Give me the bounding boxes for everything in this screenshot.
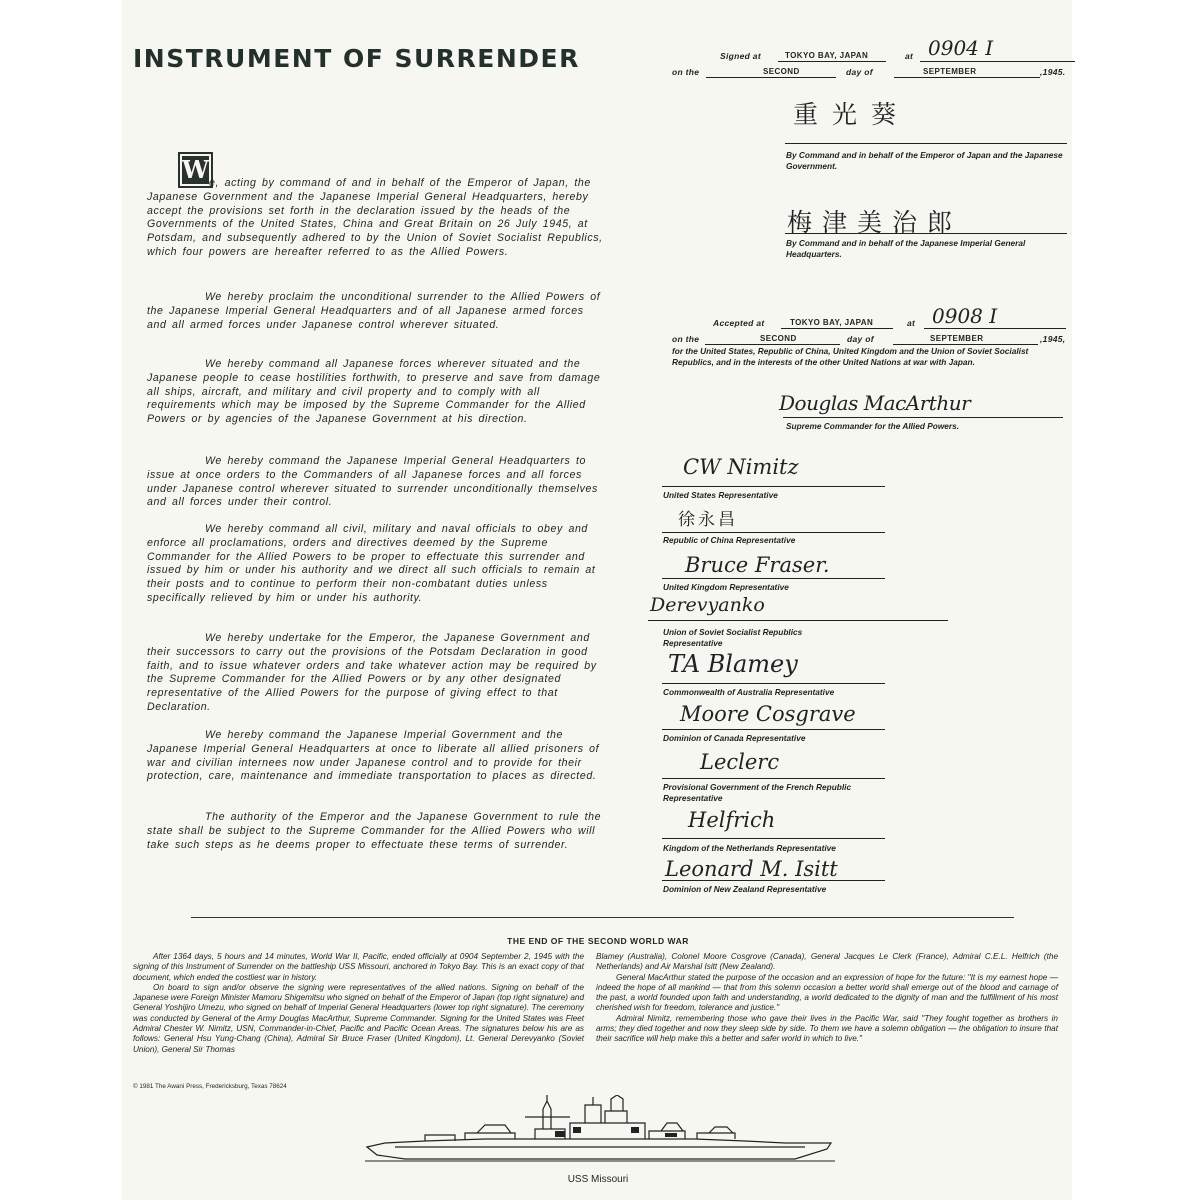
macarthur-signature: Douglas MacArthur bbox=[779, 391, 971, 415]
derevyanko-signature: Derevyanko bbox=[650, 594, 765, 616]
umezu-caption: By Command and in behalf of the Japanese Imperial General Headquarters. bbox=[786, 238, 1026, 259]
shigemitsu-caption: By Command and in behalf of the Emperor of Japan and the Japanese Government. bbox=[786, 150, 1063, 171]
signed-day: SECOND bbox=[763, 67, 800, 76]
accepted-on-the-label: on the bbox=[672, 334, 700, 344]
document-title: INSTRUMENT OF SURRENDER bbox=[133, 44, 580, 73]
footer-right-paragraph-3: Admiral Nimitz, remembering those who gave their lives in the Pacific War, said "They fought together as brothers in arms; they died together and now they sleep side by side. To them we have a solemn obligation — the obligation to insure that their sacrifice will help make this a better and safer world in which to live." bbox=[596, 1013, 1058, 1044]
paragraph-3: We hereby command all Japanese forces wherever situated and the Japanese people to cease hostilities forthwith, to preserve and save from damage all ships, aircraft, and military and civil property and to comply with all requirements which may be imposed by the Supreme Commander for the Allied Powers or by agencies of the Japanese Government at his direction. bbox=[147, 358, 601, 426]
signed-on-the-label: on the bbox=[672, 67, 700, 77]
ussr-representative-caption: Union of Soviet Socialist Republics Representative bbox=[663, 627, 803, 648]
signed-at-word: at bbox=[905, 51, 914, 61]
paragraph-5: We hereby command all civil, military and naval officials to obey and enforce all proclamations, orders and directives deemed by the Supreme Commander for the Allied Powers to be proper to effectuate this surrender and issued by him or under his authority and we direct all such officials to remain at their posts and to continue to perform their non-combatant duties unless specifically relieved by him or under his authority. bbox=[147, 523, 596, 604]
accepted-text: for the United States, Republic of China, United Kingdom and the Union of Soviet Socialist Republics, and in the interests of the other United Nations at war with Japan. bbox=[672, 346, 1029, 367]
us-representative-caption: United States Representative bbox=[663, 490, 778, 500]
new-zealand-representative-caption: Dominion of New Zealand Representative bbox=[663, 884, 827, 894]
copyright-notice: © 1981 The Awani Press, Fredericksburg, Texas 78624 bbox=[133, 1083, 287, 1090]
uk-representative-caption: United Kingdom Representative bbox=[663, 582, 789, 592]
accepted-at-label: Accepted at bbox=[713, 318, 765, 328]
nimitz-signature: CW Nimitz bbox=[683, 455, 799, 479]
fraser-signature: Bruce Fraser. bbox=[685, 553, 830, 577]
accepted-month: SEPTEMBER bbox=[930, 334, 984, 343]
australia-representative-caption: Commonwealth of Australia Representative bbox=[663, 687, 835, 697]
footer-left-paragraph-1: After 1364 days, 5 hours and 14 minutes, World War II, Pacific, ended officially at 0904 September 2, 1945 with the signing of this Instrument of Surrender on the battleship USS Missouri, anchored in Tokyo Bay. This is an exact copy of that document, which ended the costliest war in history. bbox=[133, 952, 584, 982]
footer-right-paragraph-2: General MacArthur stated the purpose of the occasion and an expression of hope for the future: "It is my earnest hope — indeed the hope of all mankind — that from this solemn occasion a better world shall emerge out of the blood and carnage of the past, a world founded upon faith and understanding, a world dedicated to the dignity of man and the fulfillment of his most cherished wish for freedom, tolerance and justice." bbox=[596, 972, 1058, 1013]
hsu-signature: 徐永昌 bbox=[678, 510, 738, 530]
canada-representative-caption: Dominion of Canada Representative bbox=[663, 733, 806, 743]
accepted-place: TOKYO BAY, JAPAN bbox=[790, 318, 874, 327]
paragraph-1: e, acting by command of and in behalf of the Emperor of Japan, the Japanese Government and the Japanese Imperial General Headquarters, hereby accept the provisions set forth in the declaration issued by the heads of the Governments of the United States, China and Great Britain on 26 July 1945, at Potsdam, and subsequently adhered to by the Union of Soviet Socialist Republics, which four powers are hereafter referred to as the Allied Powers. bbox=[147, 177, 603, 258]
helfrich-signature: Helfrich bbox=[688, 808, 776, 832]
signed-at-label: Signed at bbox=[720, 51, 761, 61]
signed-time: 0904 I bbox=[928, 36, 994, 60]
isitt-signature: Leonard M. Isitt bbox=[665, 857, 838, 881]
shigemitsu-signature: 重光葵 bbox=[793, 100, 911, 129]
netherlands-representative-caption: Kingdom of the Netherlands Representative bbox=[663, 843, 836, 853]
uss-missouri-ship-drawing bbox=[365, 1095, 835, 1170]
paragraph-2: We hereby proclaim the unconditional surrender to the Allied Powers of the Japanese Imperial General Headquarters and of all Japanese armed forces and all armed forces under Japanese control wherever situated. bbox=[147, 291, 601, 331]
footer-right-column bbox=[596, 952, 1058, 1045]
china-representative-caption: Republic of China Representative bbox=[663, 535, 796, 545]
signed-month: SEPTEMBER bbox=[923, 67, 977, 76]
footer-divider bbox=[191, 917, 1014, 918]
accepted-day: SECOND bbox=[760, 334, 797, 343]
paragraph-7: We hereby command the Japanese Imperial Government and the Japanese Imperial General Headquarters at once to liberate all allied prisoners of war and civilian internees now under Japanese control and to provide for their protection, care, maintenance and immediate transportation to places as directed. bbox=[147, 729, 600, 783]
ship-caption: USS Missouri bbox=[567, 1174, 629, 1185]
signed-place: TOKYO BAY, JAPAN bbox=[785, 51, 869, 60]
blamey-signature: TA Blamey bbox=[668, 650, 798, 678]
accepted-time: 0908 I bbox=[932, 304, 998, 328]
drop-cap: W bbox=[178, 152, 213, 188]
footer-left-paragraph-2: On board to sign and/or observe the signing were representatives of the allied nations. Signing on behalf of the Japanese were Foreign Minister Mamoru Shigemitsu who signed on behalf of the Emperor of Japan (top right signature) and General Yoshijiro Umezu, who signed on behalf of Imperial General Headquarters (lower top right signature). The ceremony was conducted by General of the Army Douglas MacArthur, Supreme Commander. Signing for the United States was Fleet Admiral Chester W. Nimitz, USN, Commander-in-Chief, Pacific and Pacific Ocean Areas. The signatures below his are as follows: General Hsu Yung-Chang (China), Admiral Sir Bruce Fraser (United Kingdom), Lt. General Derevyanko (Soviet Union), General Sir Thomas bbox=[133, 982, 584, 1054]
accepted-year: ,1945, bbox=[1040, 334, 1066, 344]
paragraph-8: The authority of the Emperor and the Japanese Government to rule the state shall be subject to the Supreme Commander for the Allied Powers who will take such steps as he deems proper to effectuate these terms of surrender. bbox=[147, 811, 602, 851]
footer-right-paragraph-1: Blamey (Australia), Colonel Moore Cosgrove (Canada), General Jacques Le Clerk (France), Admiral C.E.L. Helfrich (the Netherlands) and Air Marshal Isitt (New Zealand). bbox=[596, 952, 1058, 972]
france-representative-caption: Provisional Government of the French Republic Representative bbox=[663, 782, 852, 803]
accepted-at-word: at bbox=[907, 318, 916, 328]
accepted-day-of-label: day of bbox=[847, 334, 874, 344]
paragraph-6: We hereby undertake for the Emperor, the Japanese Government and their successors to carry out the provisions of the Potsdam Declaration in good faith, and to issue whatever orders and take whatever action may be required by the Supreme Commander for the Allied Powers or by any other designated representative of the Allied Powers for the purpose of giving effect to that Declaration. bbox=[147, 632, 597, 713]
umezu-signature: 梅津美治郎 bbox=[787, 208, 963, 237]
signed-year: ,1945. bbox=[1040, 67, 1066, 77]
signed-day-of-label: day of bbox=[846, 67, 873, 77]
leclerc-signature: Leclerc bbox=[700, 750, 780, 774]
cosgrave-signature: Moore Cosgrave bbox=[680, 702, 856, 726]
macarthur-caption: Supreme Commander for the Allied Powers. bbox=[786, 421, 960, 431]
paragraph-4: We hereby command the Japanese Imperial General Headquarters to issue at once orders to the Commanders of all Japanese forces and all forces under Japanese control wherever situated to surrender unconditionally themselves and all forces under their control. bbox=[147, 455, 598, 509]
footer-heading: THE END OF THE SECOND WORLD WAR bbox=[507, 936, 689, 946]
footer-left-column bbox=[133, 952, 584, 1055]
